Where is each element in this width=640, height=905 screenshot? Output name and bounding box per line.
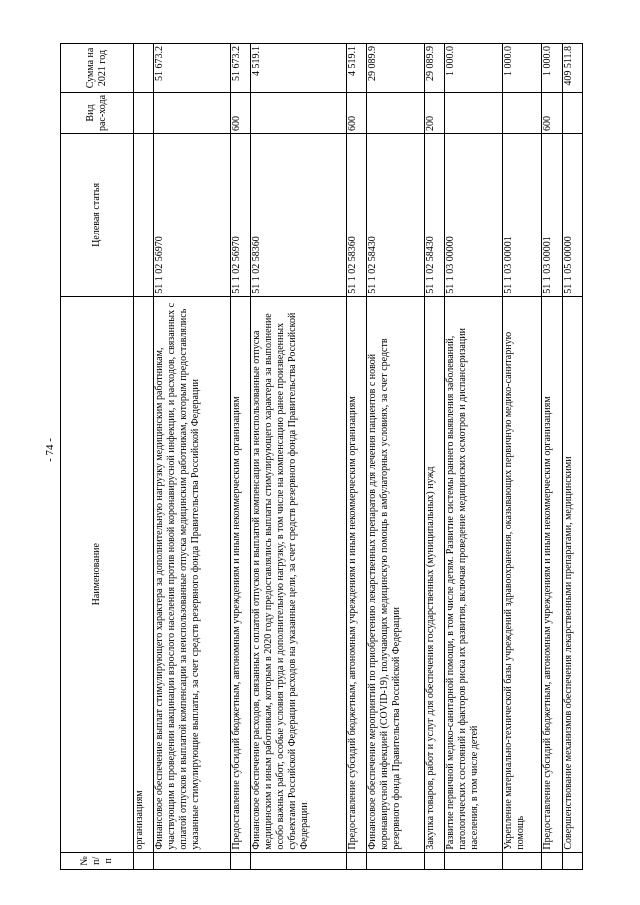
table-row	[134, 44, 154, 870]
row-num	[134, 852, 154, 869]
row-vid: 200	[424, 92, 444, 133]
row-num	[562, 852, 582, 869]
row-num	[424, 852, 444, 869]
row-name: Финансовое обеспечение расходов, связанных с оплатой отпусков и выплатой компенсации за неиспользованные отпуска медицинским и иным работникам, которым в 2020 году предоставлялись выплаты стимулирующего характера за выполнение особо важных работ, особые условия труда и дополнительную нагрузку, в том числе на компенсацию ранее произведенных субъектами Российской Федерации расходов на указанные цели, за счет средств резервного фонда Правительства Российской Федерации	[251, 296, 346, 852]
row-num	[230, 852, 250, 869]
row-vid	[445, 92, 503, 133]
row-vid	[154, 92, 231, 133]
table-row	[424, 44, 444, 870]
table-header-row	[61, 44, 134, 870]
row-sum: 4 519.1	[251, 44, 346, 93]
row-name: Предоставление субсидий бюджетным, автономным учреждениям и иным некоммерческим организациям	[542, 296, 562, 852]
header-sum: Сумма на 2021 год	[61, 44, 134, 93]
row-code: 51 1 03 00001	[542, 134, 562, 297]
row-vid	[367, 92, 425, 133]
row-name: Закупка товаров, работ и услуг для обеспечения государственных (муниципальных) нужд	[424, 296, 444, 852]
row-name: организациям	[134, 296, 154, 852]
row-num	[251, 852, 346, 869]
table-row	[445, 44, 503, 870]
row-num	[154, 852, 231, 869]
row-sum: 1 000.0	[542, 44, 562, 93]
row-code	[134, 134, 154, 297]
row-vid	[134, 92, 154, 133]
row-code: 51 1 03 00001	[503, 134, 542, 297]
row-code: 51 1 02 58430	[367, 134, 425, 297]
row-code: 51 1 03 00000	[445, 134, 503, 297]
row-code: 51 1 02 56970	[154, 134, 231, 297]
row-name: Финансовое обеспечение выплат стимулирующего характера за дополнительную нагрузку медицинским работникам, участвующим в проведении вакцинации взрослого населения против новой коронавирусной инфекции, и расходов, связанных с оплатой отпусков и выплатой компенсации за неиспользованные отпуска медицинским работникам, которым предоставлялись указанные стимулирующие выплаты, за счет средств резервного фонда Правительства Российской Федерации	[154, 296, 231, 852]
table-row	[562, 44, 582, 870]
row-code: 51 1 05 00000	[562, 134, 582, 297]
header-name: Наименование	[61, 296, 134, 852]
row-num	[346, 852, 366, 869]
row-sum	[134, 44, 154, 93]
budget-table	[60, 43, 583, 870]
row-num	[542, 852, 562, 869]
row-vid: 600	[230, 92, 250, 133]
row-vid	[251, 92, 346, 133]
budget-table-container	[60, 43, 583, 870]
header-num: № п/п	[61, 852, 134, 869]
row-sum: 29 089.9	[367, 44, 425, 93]
row-vid: 600	[346, 92, 366, 133]
row-name: Совершенствование механизмов обеспечения лекарственными препаратами, медицинскими	[562, 296, 582, 852]
table-row	[346, 44, 366, 870]
row-name: Предоставление субсидий бюджетным, автономным учреждениям и иным некоммерческим организациям	[230, 296, 250, 852]
header-vid: Вид рас-хода	[61, 92, 134, 133]
row-num	[445, 852, 503, 869]
row-code: 51 1 02 56970	[230, 134, 250, 297]
row-sum: 29 089.9	[424, 44, 444, 93]
row-vid: 600	[542, 92, 562, 133]
row-code: 51 1 02 58360	[251, 134, 346, 297]
table-row	[367, 44, 425, 870]
row-name: Финансовое обеспечение мероприятий по приобретению лекарственных препаратов для лечения пациентов с новой коронавирусной инфекцией (COVID-19), получающих медицинскую помощь в амбулаторных условиях, за счет средств резервного фонда Правительства Российской Федерации	[367, 296, 425, 852]
row-name: Укрепление материально-технической базы учреждений здравоохранения, оказывающих первичную медико-санитарную помощь	[503, 296, 542, 852]
header-code: Целевая статья	[61, 134, 134, 297]
page-number: - 74 -	[44, 438, 56, 462]
row-sum: 1 000.0	[445, 44, 503, 93]
row-sum: 51 673.2	[230, 44, 250, 93]
row-name: Развитие первичной медико-санитарной помощи, в том числе детям. Развитие системы раннего выявления заболеваний, патологических состояний и факторов риска их развития, включая проведение медицинских осмотров и диспансеризации населения, в том числе детей	[445, 296, 503, 852]
row-code: 51 1 02 58360	[346, 134, 366, 297]
row-num	[367, 852, 425, 869]
row-name: Предоставление субсидий бюджетным, автономным учреждениям и иным некоммерческим организациям	[346, 296, 366, 852]
row-sum: 51 673.2	[154, 44, 231, 93]
row-sum: 4 519.1	[346, 44, 366, 93]
row-code: 51 1 02 58430	[424, 134, 444, 297]
row-num	[503, 852, 542, 869]
row-sum: 1 000.0	[503, 44, 542, 93]
row-sum: 409 511.8	[562, 44, 582, 93]
row-vid	[503, 92, 542, 133]
table-row	[154, 44, 231, 870]
table-row	[503, 44, 542, 870]
row-vid	[562, 92, 582, 133]
table-row	[251, 44, 346, 870]
table-row	[542, 44, 562, 870]
table-row	[230, 44, 250, 870]
